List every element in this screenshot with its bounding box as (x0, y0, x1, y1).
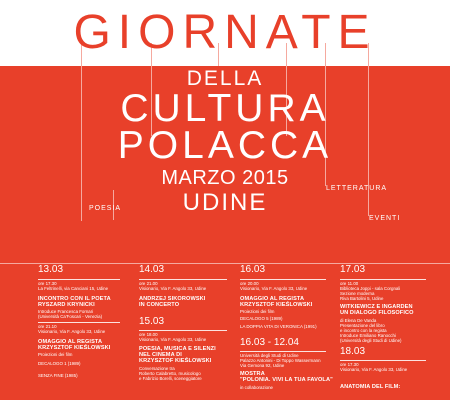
event-place: Visionario, Via F. Angolo 33, Udine (139, 337, 207, 342)
event-time: ore 21.00 (139, 281, 158, 286)
page-title: GIORNATE (73, 6, 377, 59)
divider (240, 279, 326, 280)
event-place: Visionario, Via F. Angolo 33, Udine (240, 286, 308, 291)
event-place: Biblioteca Joppi - sala Corgnali (340, 286, 401, 291)
event-place: Sezione moderna (340, 291, 375, 296)
event-place: Visionario, Via F. Angolo 33, Udine (340, 367, 408, 372)
event-time: ore 17.30 (38, 281, 57, 286)
decor-line (325, 43, 326, 66)
event-title: ANDRZEJ SIKOROWSKI (139, 296, 206, 302)
date-15-03: 15.03 (139, 316, 165, 327)
decor-line (0, 263, 450, 264)
event-title: RYSZARD KRYNICKI (38, 302, 95, 308)
decor-line (151, 43, 152, 66)
event-desc: Introduce Francesca Fornari (38, 309, 94, 314)
event-place: Università degli Studi di Udine (240, 353, 299, 358)
film-title: LA DOPPIA VITA DI VERONICA (1991) (240, 324, 317, 329)
event-title: POESIA, MUSICA E SILENZI (139, 346, 216, 352)
divider (340, 360, 426, 361)
event-time: ore 17.30 (340, 362, 359, 367)
date-16-03-12-04: 16.03 - 12.04 (240, 337, 299, 348)
event-time: ore 21.10 (38, 324, 57, 329)
divider (139, 330, 227, 331)
event-desc: di Elena De Vanda (340, 318, 377, 323)
film-title: DECALOGO 1 (1989) (38, 361, 81, 366)
event-title: ANATOMIA DEL FILM: (340, 384, 401, 390)
event-time: ore 11.00 (340, 281, 359, 286)
film-title: DECALOGO 5 (1989) (240, 316, 283, 321)
event-place: Visionario, Via F. Angolo 33, Udine (38, 329, 106, 334)
event-desc: Roberto Calabretto, musicologo (139, 371, 201, 376)
event-title: "POLONIA. VIVI LA TUA FAVOLA" (240, 377, 333, 383)
event-city: UDINE (182, 189, 268, 216)
event-desc: Proiezioni dei film (38, 352, 73, 357)
event-title: OMAGGIO AL REGISTA (240, 296, 305, 302)
divider (38, 279, 120, 280)
subtitle-polacca: POLACCA (117, 124, 333, 167)
event-desc: Introduce Emiliano Ranocchi (340, 333, 396, 338)
decor-line (81, 43, 82, 66)
event-title: KRZYSZTOF KIEŚLOWSKI (139, 358, 212, 364)
tag-poesia: POESIA (89, 205, 122, 212)
event-title: MOSTRA (240, 371, 265, 377)
event-title: NEL CINEMA DI (139, 352, 182, 358)
event-place: La Feltrinelli, via Canciani 15, Udine (38, 286, 109, 291)
event-desc: in collaborazione (240, 385, 273, 390)
event-place: Visionario, Via F. Angolo 33, Udine (139, 286, 207, 291)
event-place: Riva Bartolini 5, Udine (340, 296, 384, 301)
divider (340, 279, 426, 280)
event-desc: (Università degli Studi di Udine) (340, 338, 402, 343)
event-desc: Conversazione tra (139, 366, 175, 371)
divider (38, 322, 120, 323)
date-13-03: 13.03 (38, 264, 64, 275)
event-title: KRZYSZTOF KIEŚLOWSKI (38, 345, 111, 351)
date-17-03: 17.03 (340, 264, 366, 275)
event-desc: e incontro con la regista (340, 328, 387, 333)
event-dates: MARZO 2015 (161, 167, 289, 189)
event-title: INCONTRO CON IL POETA (38, 296, 111, 302)
event-time: ore 20.00 (240, 281, 259, 286)
subtitle-cultura: CULTURA (120, 87, 330, 130)
event-time: ore 18.00 (139, 332, 158, 337)
date-18-03: 18.03 (340, 346, 366, 357)
event-desc: Presentazione del libro (340, 323, 385, 328)
event-place: Palazzo Antonini - Di Toppo Wassermann (240, 358, 321, 363)
event-title: IN CONCERTO (139, 302, 180, 308)
decor-line (218, 43, 219, 66)
tag-eventi: EVENTI (369, 215, 401, 222)
divider (139, 279, 227, 280)
tag-letteratura: LETTERATURA (326, 185, 388, 192)
event-title: OMAGGIO AL REGISTA (38, 339, 103, 345)
event-title: WITKIEWICZ E INGARDEN (340, 304, 413, 310)
date-14-03: 14.03 (139, 264, 165, 275)
decor-line (368, 43, 369, 66)
event-desc: e Fabrizio Borelli, sceneggiatore (139, 376, 202, 381)
event-desc: (Università Ca'Foscari - Venezia) (38, 314, 103, 319)
date-16-03: 16.03 (240, 264, 266, 275)
event-title: UN DIALOGO FILOSOFICO (340, 310, 414, 316)
decor-line (286, 43, 287, 66)
subtitle-della: DELLA (186, 67, 264, 90)
event-place: Via Gemona 92, Udine (240, 363, 285, 368)
divider (240, 351, 326, 352)
event-title: KRZYSZTOF KIEŚLOWSKI (240, 302, 313, 308)
film-title: SENZA FINE (1985) (38, 373, 78, 378)
event-desc: Proiezioni dei film (240, 309, 275, 314)
